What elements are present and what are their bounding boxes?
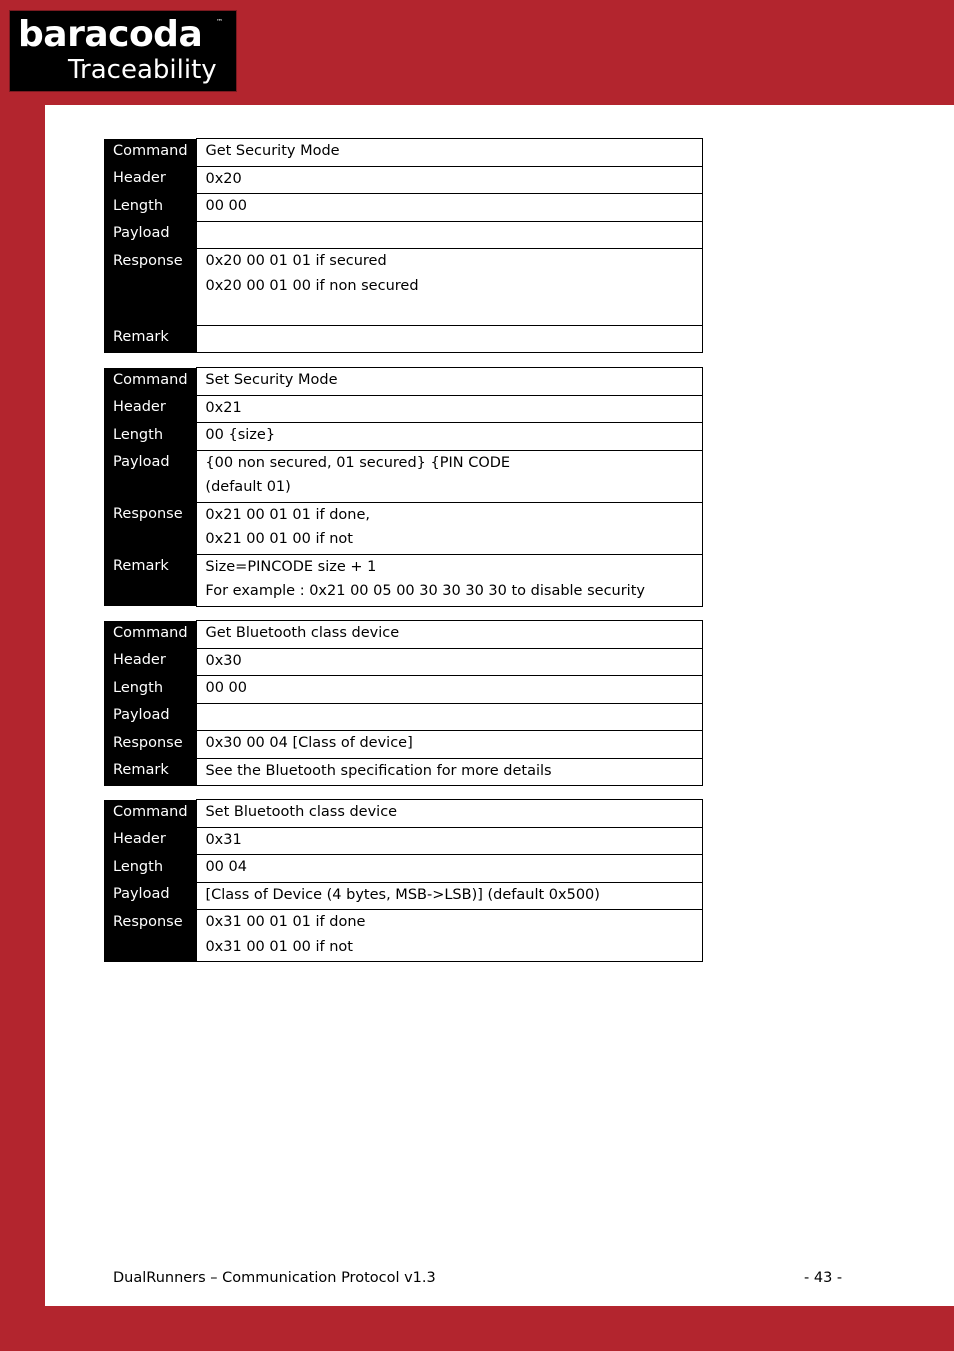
row-value-line: 00 00 [205, 680, 247, 696]
row-value [197, 648, 703, 676]
row-label [104, 194, 197, 222]
command-table-get-bluetooth-class [104, 620, 703, 786]
row-label [104, 368, 197, 396]
row-value-line [205, 224, 702, 249]
row-label-text: Command [113, 803, 188, 820]
row-value [197, 554, 703, 606]
row-value-line: Get Security Mode [205, 143, 340, 159]
row-label-text: Payload [113, 454, 170, 470]
row-value-line [205, 328, 702, 353]
table-row [104, 648, 703, 676]
row-value [197, 194, 703, 222]
row-label-text: Response [113, 913, 183, 930]
row-label [104, 423, 197, 451]
table-row [104, 139, 703, 167]
table-row [104, 621, 703, 649]
row-value [197, 502, 703, 554]
row-value-line: 0x20 [205, 170, 242, 187]
row-label [104, 139, 197, 167]
baracoda-logo [9, 10, 237, 92]
row-value [197, 450, 703, 502]
row-value-line: [Class of Device (4 bytes, MSB->LSB)] (default 0x500) [205, 886, 600, 903]
row-value [197, 827, 703, 855]
table-row [104, 249, 703, 326]
row-value-line: (default 01) [205, 479, 291, 495]
row-label [104, 648, 197, 676]
logo-subtitle: Traceability [68, 55, 217, 85]
footer-title: DualRunners – Communication Protocol v1.3 [113, 1270, 436, 1286]
row-value [197, 139, 703, 167]
row-value [197, 395, 703, 423]
row-label [104, 450, 197, 502]
table-row [104, 368, 703, 396]
row-label [104, 502, 197, 554]
row-value-line: 0x31 00 01 00 if not [205, 938, 353, 955]
table-row [104, 676, 703, 704]
row-value [197, 910, 703, 962]
row-value-line: 0x21 00 01 01 if done, [205, 506, 371, 523]
row-value-line [205, 706, 702, 731]
row-label [104, 800, 197, 828]
row-label-text: Header [113, 831, 166, 847]
row-label-text: Remark [113, 762, 169, 778]
row-value-line: Set Security Mode [205, 372, 338, 388]
footer-page-number: - 43 - [804, 1270, 843, 1286]
table-row [104, 882, 703, 910]
command-table-get-security-mode [104, 138, 703, 353]
command-table-set-security-mode [104, 367, 703, 607]
table-row [104, 855, 703, 883]
row-value-line [205, 300, 702, 325]
row-label-text: Length [113, 679, 164, 696]
row-value [197, 882, 703, 910]
table-row [104, 395, 703, 423]
row-value [197, 676, 703, 704]
table-row [104, 221, 703, 249]
row-label-text: Response [113, 252, 183, 269]
row-label-text: Payload [113, 886, 170, 902]
row-value-line: 00 00 [205, 198, 247, 214]
row-value [197, 221, 703, 249]
row-value-line: Get Bluetooth class device [205, 625, 400, 641]
row-value-line: Size=PINCODE size + 1 [205, 558, 377, 575]
row-label [104, 395, 197, 423]
row-value-line: 0x21 [205, 399, 242, 416]
row-value-line: See the Bluetooth specification for more details [205, 762, 552, 779]
table-row [104, 502, 703, 554]
row-value-line: 0x30 [205, 652, 242, 669]
table-row [104, 910, 703, 962]
row-label [104, 910, 197, 962]
row-value-line: 0x20 00 01 00 if non secured [205, 277, 419, 294]
table-row [104, 703, 703, 731]
row-value-line: 00 04 [205, 859, 247, 875]
row-label-text: Command [113, 371, 188, 388]
table-row [104, 325, 703, 353]
logo-brand: baracoda [18, 14, 203, 55]
row-label [104, 221, 197, 249]
row-label-text: Header [113, 399, 166, 415]
row-label-text: Length [113, 197, 164, 214]
row-label-text: Header [113, 170, 166, 186]
row-label-text: Payload [113, 707, 170, 723]
row-value [197, 703, 703, 731]
row-label [104, 827, 197, 855]
row-label [104, 325, 197, 353]
row-label [104, 855, 197, 883]
row-value [197, 166, 703, 194]
row-value-line: For example : 0x21 00 05 00 30 30 30 30 to disable security [205, 583, 645, 599]
table-row [104, 827, 703, 855]
row-label [104, 758, 197, 786]
row-value [197, 758, 703, 786]
row-value [197, 731, 703, 759]
row-value-line: 00 {size} [205, 427, 276, 443]
row-label [104, 249, 197, 326]
table-row [104, 194, 703, 222]
row-value-line: 0x20 00 01 01 if secured [205, 253, 387, 269]
table-row [104, 554, 703, 606]
table-row [104, 166, 703, 194]
row-label [104, 676, 197, 704]
row-label-text: Remark [113, 329, 169, 345]
row-value [197, 800, 703, 828]
row-label [104, 731, 197, 759]
table-row [104, 450, 703, 502]
row-label [104, 621, 197, 649]
row-label-text: Response [113, 734, 183, 751]
row-value [197, 621, 703, 649]
row-value-line: 0x31 [205, 831, 242, 848]
table-row [104, 423, 703, 451]
row-label [104, 554, 197, 606]
row-value-line: Set Bluetooth class device [205, 804, 398, 820]
row-value [197, 855, 703, 883]
row-label-text: Response [113, 506, 183, 522]
row-value [197, 325, 703, 353]
table-row [104, 800, 703, 828]
row-label-text: Command [113, 624, 188, 641]
row-value-line: 0x21 00 01 00 if not [205, 531, 353, 547]
row-value-line: {00 non secured, 01 secured} {PIN CODE [205, 454, 511, 471]
row-value [197, 368, 703, 396]
row-label [104, 166, 197, 194]
logo-trademark: ™ [216, 18, 223, 26]
table-row [104, 758, 703, 786]
row-label-text: Length [113, 858, 164, 875]
row-label-text: Command [113, 142, 188, 159]
row-value-line: 0x30 00 04 [Class of device] [205, 735, 413, 751]
command-table-set-bluetooth-class [104, 799, 703, 962]
row-label-text: Header [113, 652, 166, 668]
row-value-line: 0x31 00 01 01 if done [205, 914, 366, 930]
row-label-text: Payload [113, 225, 170, 241]
row-label [104, 882, 197, 910]
row-value [197, 249, 703, 326]
table-row [104, 731, 703, 759]
row-value [197, 423, 703, 451]
row-label [104, 703, 197, 731]
row-label-text: Length [113, 426, 164, 443]
row-label-text: Remark [113, 558, 169, 574]
